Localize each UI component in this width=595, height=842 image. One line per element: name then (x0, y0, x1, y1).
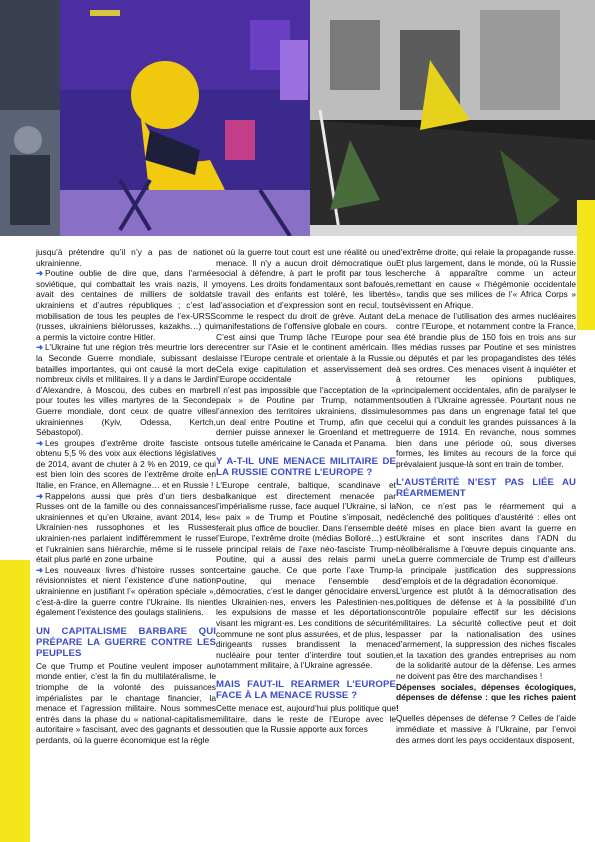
arrow-icon: ➜ (36, 490, 44, 501)
article-column-2 (216, 247, 396, 735)
paragraph-text: Poutine oublie de dire que, dans l’armée soviétique, qui combattait les vrais nazis, il y avait des centaines de milliers de soldats ukrainiens et d’autres républiques ; c’est la mobilisation de tous les peuples de l’ex-URSS (russes, ukrainiens biélorusses, kazakhs…) qui a permis la victoire contre Hitler. (36, 268, 216, 342)
bullet-paragraph (36, 268, 216, 342)
paragraph-text: Rappelons aussi que près d’un tiers des Russes ont de la famille ou des connaissances ukrainiennes et qu’en Ukraine, avant 2014, les Ukrainien·nes russophones et les Russes ukrainien·nes parlaient indifféremment le russe et l’ukrainien sans hiérarchie, même si le russe était plus parlé en zone urbaine (36, 490, 216, 565)
paragraph: La menace de l’utilisation des armes nucléaires contre l’Europe, et notamment contre la France, a été brandie plus de 150 fois en trois ans sur les médias russes par Poutine et ses ministres ou députés et par les propagandistes des télés à ses ordres. Ces menaces visent à inquiéter et à retourner les opinions publiques, principalement occidentales, afin de paralyser le soutien à l’Ukraine agressée. Pourtant nous ne sommes pas dans un engrenage fatal tel que celui qui a conduit les grandes puissances à la guerre de 1914. En revanche, nous sommes bien dans une période où, sous diverses formes, les limites au recours de la force qui prévalaient jusque-là sont en train de tomber. (396, 310, 576, 469)
paragraph-text: L’Ukraine fut une région très meurtrie lors de la Seconde Guerre mondiale, subissant des batailles importantes, qui ont causé la mort de nombreux civils et militaires. Il y a dans le Jardin d’Alexandre, à Moscou, des cubes en marbre pour toutes les villes martyres de la Seconde Guerre mondiale, dont ceux de quatre villes ukrainiennes (Kyiv, Odessa, Kertch, Sébastopol). (36, 342, 216, 438)
header-illustration-banner (0, 0, 595, 236)
paragraph: d’extrême droite, qui relaie la propagande russe. Et plus largement, dans le monde, où la Russie cherche à apparaître comme un acteur remettant en cause « l’hégémonie occidentale », tandis que ses milices de l’« Africa Corps » sévissent en Afrique. (396, 247, 576, 310)
paragraph-text: Les groupes d’extrême droite fasciste ont obtenu 5,5 % des voix aux élections législatives de 2014, avant de chuter à 2 % en 2019, ce qui est bien loin des scores de l’extrême droite en Italie, en France, en Allemagne… et en Russie ! (36, 437, 216, 491)
paragraph: C’est ainsi que Trump lâche l’Europe pour se recentrer sur l’Asie et le continent américain. Il laisse l’Europe centrale et orientale à la Russie. Cela exige capitulation et asservissement de l’Europe occidentale (216, 331, 396, 385)
paragraph: L’urgence est plutôt à la démocratisation des politiques de défense et à la possibilité d’un contrôle populaire effectif sur les décisions militaires. La sécurité collective peut et doit passer par la nationalisation des usines d’armement, la suppression des niches fiscales et la taxation des grandes entreprises au nom de la solidarité autour de la défense. Les armes ne doivent pas être des marchandises ! (396, 586, 576, 681)
section-heading: UN CAPITALISME BARBARE QUI PRÉPARE LA GUERRE CONTRE LES PEUPLES (36, 625, 216, 659)
paragraph-bold: Dépenses sociales, dépenses écologiques, dépenses de défense : que les riches paient ! (396, 681, 576, 713)
bullet-paragraph (36, 342, 216, 437)
bullet-paragraph (36, 491, 216, 565)
banner-illustration (0, 0, 595, 236)
article-column-1 (36, 247, 216, 746)
arrow-icon: ➜ (36, 437, 44, 448)
arrow-icon: ➜ (36, 342, 44, 353)
paragraph-text: Les nouveaux livres d’histoire russes sont révisionnistes et nient l’existence d’une nation ukrainienne en justifiant l’« opération spéciale », c’est-à-dire la guerre contre l’Ukraine. Ils nient également l’existence des goulags staliniens. (36, 564, 216, 618)
paragraph: jusqu’à prétendre qu’il n’y a pas de nation ukrainienne. (36, 247, 216, 268)
paragraph: Il n’est pas impossible que l’acceptation de la « paix » de Poutine par Trump, notamment l’annexion des territoires ukrainiens, dissimule un deal entre Poutine et Trump, afin que ce dernier puisse annexer le Groenland et mettre sous tutelle américaine le Canada et Panama. (216, 384, 396, 448)
arrow-icon: ➜ (36, 268, 44, 279)
bullet-paragraph (36, 438, 216, 491)
article-column-3 (396, 247, 576, 745)
paragraph: Quelles dépenses de défense ? Celles de l’aide immédiate et massive à l’Ukraine, par l’envoi des armes dont les pays occidentaux disposent, (396, 713, 576, 745)
paragraph: Ce que Trump et Poutine veulent imposer au monde entier, c’est la fin du multilatéralisme, le triomphe de la volonté des puissances impérialistes par le chantage financier, la menace et l’agression militaire. Nous sommes entrés dans la phase du « national-capitalisme autoritaire » fascisant, avec des gagnants et des perdants, où la guerre économique est la règle (36, 660, 216, 745)
paragraph: L’Europe centrale, baltique, scandinave et balkanique est directement menacée par l’impérialisme russe, face auquel l’Ukraine, si la « paix » de Trump et Poutine s’imposait, ne ferait plus office de bouclier. Dans l’ensemble de l’Europe, l’extrême droite (médias Bolloré…) est le principal relais de l’axe néo-fasciste Trump-Poutine, qui a aussi des relais parmi une certaine gauche. Ce que porte l’axe Trump-Poutine, qui menace l’ensemble des démocraties, c’est le danger génocidaire envers les Ukrainien·nes, envers les Palestinien·nes, les expulsions de masse et les déportations visant les migrant·es. Les conditions de sécurité commune ne sont plus assurées, et de plus, les dirigeants russes brandissent la menace nucléaire pour tenter d’interdire tout soutien, notamment militaire, à l’Ukraine agressée. (216, 480, 396, 671)
section-heading: Y A-T-IL UNE MENACE MILITAIRE DE LA RUSSIE CONTRE L’EUROPE ? (216, 456, 396, 479)
section-heading: MAIS FAUT-IL REARMER L’EUROPE FACE À LA MENACE RUSSE ? (216, 678, 396, 701)
bullet-paragraph (36, 565, 216, 618)
yellow-accent-right (577, 200, 595, 330)
arrow-icon: ➜ (36, 564, 44, 575)
yellow-accent-left (0, 560, 30, 842)
section-heading: L’AUSTÉRITÉ N’EST PAS LIÉE AU RÉARMEMENT (396, 477, 576, 500)
paragraph: Non, ce n’est pas le réarmement qui a déclenché des politiques d’austérité : elles ont été mises en place bien avant la guerre en Ukraine et sont inscrites dans l’ADN du néolibéralisme à l’œuvre depuis cinquante ans. La guerre commerciale de Trump est d’ailleurs la principale justification des suppressions d’emplois et de la dégradation économique. (396, 501, 576, 586)
paragraph: Cette menace est, aujourd’hui plus politique que militaire, dans le reste de l’Europe avec le soutien que la Russie apporte aux forces (216, 702, 396, 735)
paragraph: et où la guerre tout court est une réalité ou une menace. Il n’y a aucun droit démocratique ou social à défendre, à part le profit par tous les moyens. Les droits fondamentaux sont bafoués, le travail des enfants est toléré, les libertés d’association et d’expression sont en recul, tout comme le respect du droit de grève. Autant de manifestations de l’offensive globale en cours. (216, 247, 396, 332)
